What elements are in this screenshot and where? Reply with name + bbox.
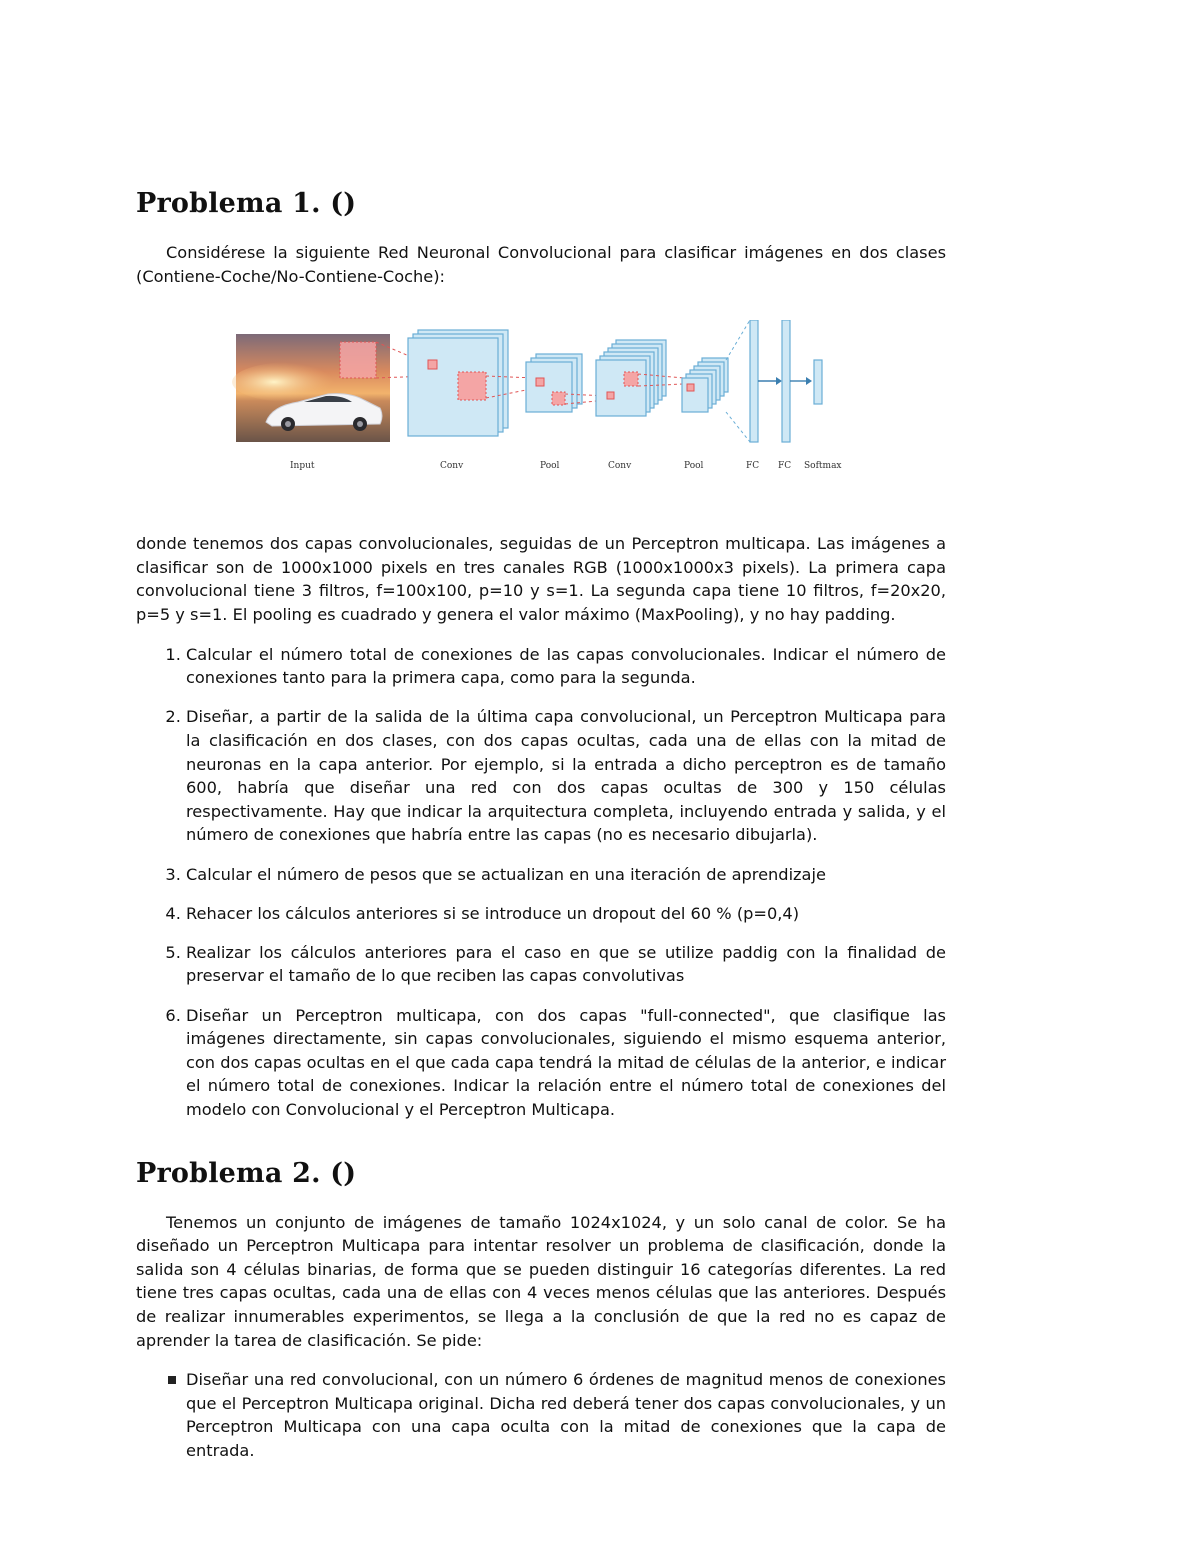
list-item: 5. Realizar los cálculos anteriores para el caso en que se utilize paddig con la finalidad de preservar el tamaño de lo que reciben las capas convolutivas (186, 941, 946, 988)
list-item (186, 1368, 946, 1462)
figure-label-fc-1: FC (746, 461, 760, 472)
problem-2-title: Problema 2. () (136, 1157, 357, 1189)
problem-2-intro: Tenemos un conjunto de imágenes de tamaño 1024x1024, y un solo canal de color. Se ha diseñado un Perceptron Multicapa para intentar resolver un problema de clasificación, donde la salida son 4 células binarias, de forma que se pueden distinguir 16 categorías diferentes. La red tiene tres capas ocultas, cada una de ellas con 4 veces menos células que las anteriores. Después de realizar innumerables experimentos, se llega a la conclusión de que la red no es capaz de aprender la tarea de clasificación. Se pide: (136, 1212, 946, 1350)
pool-layer-2 (682, 358, 728, 412)
conv-layer-1 (408, 330, 508, 436)
cnn-diagram (232, 320, 852, 480)
figure-label-conv-2: Conv (608, 461, 632, 472)
list-item-text: Diseñar una red convolucional, con un número 6 órdenes de magnitud menos de conexiones que el Perceptron Multicapa original. Dicha red deberá tener dos capas convolucionales, y un Perceptron Multicapa con una capa oculta con la mitad de conexiones que la capa de entrada. (186, 1370, 946, 1460)
fc-layer-2 (782, 320, 790, 442)
cnn-architecture-figure (232, 320, 852, 480)
list-item: 3. Calcular el número de pesos que se actualizan en una iteración de aprendizaje (186, 863, 946, 887)
figure-label-input: Input (290, 461, 315, 472)
list-item: 1. Calcular el número total de conexiones de las capas convolucionales. Indicar el número de conexiones tanto para la primera capa, como para la segunda. (186, 643, 946, 690)
softmax-layer (814, 360, 822, 404)
input-car-image (232, 334, 390, 442)
document-page (136, 188, 946, 1463)
fc-layer-1 (750, 320, 758, 442)
problem-1-task-list (136, 643, 946, 1122)
figure-label-conv-1: Conv (440, 461, 464, 472)
problem-1-intro: Considérese la siguiente Red Neuronal Convolucional para clasificar imágenes en dos clases (Contiene-Coche/No-Contiene-Coche): (136, 243, 946, 286)
conv-layer-2 (596, 340, 666, 416)
list-item: 4. Rehacer los cálculos anteriores si se introduce un dropout del 60 % (p=0,4) (186, 902, 946, 926)
problem-1-description: donde tenemos dos capas convolucionales, seguidas de un Perceptron multicapa. Las imágenes a clasificar son de 1000x1000 pixels en tres canales RGB (1000x1000x3 pixels). La primera capa convolucional tiene 3 filtros, f=100x100, p=10 y s=1. La segunda capa tiene 10 filtros, f=20x20, p=5 y s=1. El pooling es cuadrado y genera el valor máximo (MaxPooling), y no hay padding. (136, 534, 946, 624)
list-item: 2. Diseñar, a partir de la salida de la última capa convolucional, un Perceptron Multicapa para la clasificación en dos clases, con dos capas ocultas, cada una de ellas con la mitad de neuronas en la capa anterior. Por ejemplo, si la entrada a dicho perceptron es de tamaño 600, habría que diseñar una red con dos capas ocultas de 300 y 150 células respectivamente. Hay que indicar la arquitectura completa, incluyendo entrada y salida, y el número de conexiones que habría entre las capas (no es necesario dibujarla). (186, 705, 946, 847)
problem-2-task-list (136, 1368, 946, 1462)
list-item: 6. Diseñar un Perceptron multicapa, con dos capas "full-connected", que clasifique las imágenes directamente, sin capas convolucionales, siguiendo el mismo esquema anterior, con dos capas ocultas en el que cada capa tendrá la mitad de células de la anterior, e indicar el número total de conexiones. Indicar la relación entre el número total de conexiones del modelo con Convolucional y el Perceptron Multicapa. (186, 1004, 946, 1122)
figure-label-fc-2: FC (778, 461, 792, 472)
figure-label-pool-1: Pool (540, 461, 560, 472)
bullet-square-icon (168, 1376, 176, 1384)
figure-label-softmax: Softmax (804, 461, 842, 472)
figure-label-pool-2: Pool (684, 461, 704, 472)
problem-1-title: Problema 1. () (136, 188, 357, 219)
